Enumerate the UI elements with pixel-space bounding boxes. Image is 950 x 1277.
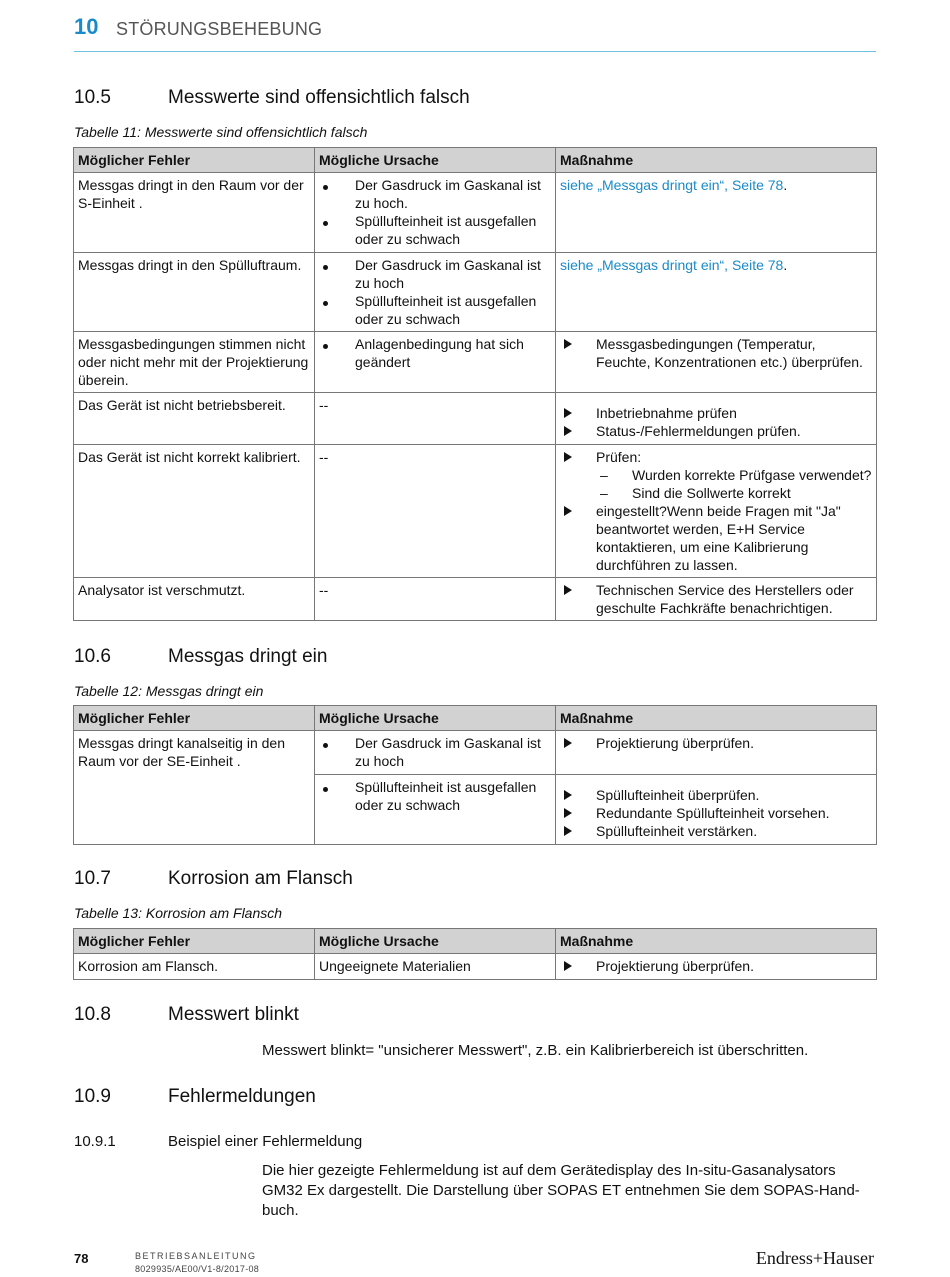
list-item: Der Gasdruck im Gaskanal ist zu hoch. [319,176,551,212]
section-title: Messwert blinkt [168,1004,299,1025]
section-number: 10.5 [74,87,111,108]
table-header-row [74,148,877,173]
table-row [74,445,877,578]
ursache-cell [315,332,556,393]
list-item: Messgasbedingungen (Temperatur, Feuchte, Konzentrationen etc.) überprüfen. [560,335,872,371]
ursache-cell: -- [315,393,556,445]
cross-reference-link[interactable]: siehe „Messgas dringt ein“, Seite 78 [560,177,784,193]
column-header: Maßnahme [556,706,877,731]
ursache-cell [315,775,556,845]
arrow-right-icon [564,826,572,836]
massnahme-cell [556,578,877,621]
massnahme-cell [556,393,877,445]
section-number: 10.9 [74,1086,111,1107]
massnahme-cell: siehe „Messgas dringt ein“, Seite 78. [556,253,877,332]
fehler-cell: Messgas dringt kanalseitig in den Raum vor der SE-Einheit . [74,731,315,845]
arrow-right-icon [564,738,572,748]
section-title: Messwerte sind offensichtlich falsch [168,87,470,108]
massnahme-cell: siehe „Messgas dringt ein“, Seite 78. [556,173,877,253]
bullet-icon [323,787,328,792]
fehler-cell: Das Gerät ist nicht korrekt kalibriert. [74,445,315,578]
arrow-right-icon [564,506,572,516]
dash-item: – Sind die Sollwerte korrekt [600,485,791,501]
column-header: Möglicher Fehler [74,706,315,731]
document-type: BETRIEBSANLEITUNG [135,1251,257,1261]
fehler-cell: Das Gerät ist nicht betriebsbereit. [74,393,315,445]
massnahme-cell [556,445,877,578]
chapter-number: 10 [74,14,99,39]
dash-item: – Wurden korrekte Prüfgase verwendet? [600,467,872,483]
list-item: Spüllufteinheit verstärken. [560,822,872,840]
table-caption: Tabelle 11: Messwerte sind offensichtlich falsch [74,124,368,140]
list-item: Projektierung überprüfen. [560,957,872,975]
ursache-cell [315,173,556,253]
body-paragraph: Die hier gezeigte Fehlermeldung ist auf dem Gerätedisplay des In-situ-Gasanalysators GM32 Ex dargestellt. Die Darstellung über SOPAS ET entnehmen Sie dem SOPAS-Handbuch. [262,1162,860,1219]
arrow-right-icon [564,808,572,818]
table-12 [73,705,877,845]
list-item: Spüllufteinheit ist ausgefallen oder zu schwach [319,292,551,328]
table-caption: Tabelle 12: Messgas dringt ein [74,683,264,699]
table-row [74,954,877,980]
list-item: Redundante Spüllufteinheit vorsehen. [560,804,872,822]
table-13 [73,928,877,980]
table-11 [73,147,877,621]
arrow-right-icon [564,585,572,595]
column-header: Möglicher Fehler [74,148,315,173]
bullet-icon [323,265,328,270]
column-header: Maßnahme [556,929,877,954]
page-number: 78 [74,1251,89,1266]
section-number: 10.7 [74,868,111,889]
table-row [74,731,877,775]
bullet-icon [323,344,328,349]
subsection-title: Beispiel einer Fehlermeldung [168,1133,363,1150]
bullet-icon [323,185,328,190]
brand-logo: Endress+Hauser [755,1248,874,1268]
list-item: Inbetriebnahme prüfen [560,404,872,422]
chapter-title: STÖRUNGSBEHEBUNG [116,19,323,39]
list-item: Prüfen: – Wurden korrekte Prüfgase verwendet? – Sind die Sollwerte korrekt [560,448,872,502]
ursache-cell: Ungeeignete Materialien [315,954,556,980]
fehler-cell: Messgas dringt in den Raum vor der S-Einheit . [74,173,315,253]
list-item: Spüllufteinheit ist ausgefallen oder zu schwach [319,778,551,814]
fehler-cell: Messgasbedingungen stimmen nicht oder nicht mehr mit der Projektierung überein. [74,332,315,393]
bullet-icon [323,743,328,748]
column-header: Mögliche Ursache [315,929,556,954]
bullet-icon [323,221,328,226]
cross-reference-link[interactable]: siehe „Messgas dringt ein“, Seite 78 [560,257,784,273]
ursache-cell: -- [315,578,556,621]
massnahme-cell [556,332,877,393]
arrow-right-icon [564,408,572,418]
list-item: Status-/Fehlermeldungen prüfen. [560,422,872,440]
arrow-right-icon [564,339,572,349]
subsection-number: 10.9.1 [74,1133,116,1150]
section-title: Messgas dringt ein [168,646,328,667]
massnahme-cell [556,731,877,775]
list-item: eingestellt?Wenn beide Fragen mit "Ja" beantwortet werden, E+H Service kontaktieren, um eine Kalibrierung durchführen zu lassen. [560,502,872,574]
fehler-cell: Messgas dringt in den Spülluftraum. [74,253,315,332]
header-rule [74,51,876,52]
ursache-cell [315,731,556,775]
section-number: 10.8 [74,1004,111,1025]
table-row [74,173,877,253]
arrow-right-icon [564,452,572,462]
list-item: Spüllufteinheit überprüfen. [560,786,872,804]
column-header: Mögliche Ursache [315,148,556,173]
list-item: Technischen Service des Herstellers oder geschulte Fachkräfte benachrichtigen. [560,581,872,617]
arrow-right-icon [564,961,572,971]
table-row [74,393,877,445]
document-id: 8029935/AE00/V1-8/2017-08 [135,1264,260,1274]
table-caption: Tabelle 13: Korrosion am Flansch [74,905,283,921]
list-item: Der Gasdruck im Gaskanal ist zu hoch [319,256,551,292]
massnahme-cell [556,954,877,980]
column-header: Möglicher Fehler [74,929,315,954]
massnahme-cell [556,775,877,845]
table-header-row [74,929,877,954]
table-header-row [74,706,877,731]
fehler-cell: Korrosion am Flansch. [74,954,315,980]
list-item: Der Gasdruck im Gaskanal ist zu hoch [319,734,551,770]
table-row [74,578,877,621]
arrow-right-icon [564,790,572,800]
column-header: Maßnahme [556,148,877,173]
section-title: Korrosion am Flansch [168,868,353,889]
section-number: 10.6 [74,646,111,667]
list-item: Projektierung überprüfen. [560,734,872,752]
list-item: Spüllufteinheit ist ausgefallen oder zu schwach [319,212,551,248]
section-title: Fehlermeldungen [168,1086,316,1107]
bullet-icon [323,301,328,306]
column-header: Mögliche Ursache [315,706,556,731]
table-row [74,253,877,332]
ursache-cell: -- [315,445,556,578]
table-row [74,332,877,393]
body-paragraph: Messwert blinkt= "unsicherer Messwert", z.B. ein Kalibrierbereich ist überschritten. [262,1042,809,1059]
ursache-cell [315,253,556,332]
fehler-cell: Analysator ist verschmutzt. [74,578,315,621]
arrow-right-icon [564,426,572,436]
list-item: Anlagenbedingung hat sich geändert [319,335,551,371]
